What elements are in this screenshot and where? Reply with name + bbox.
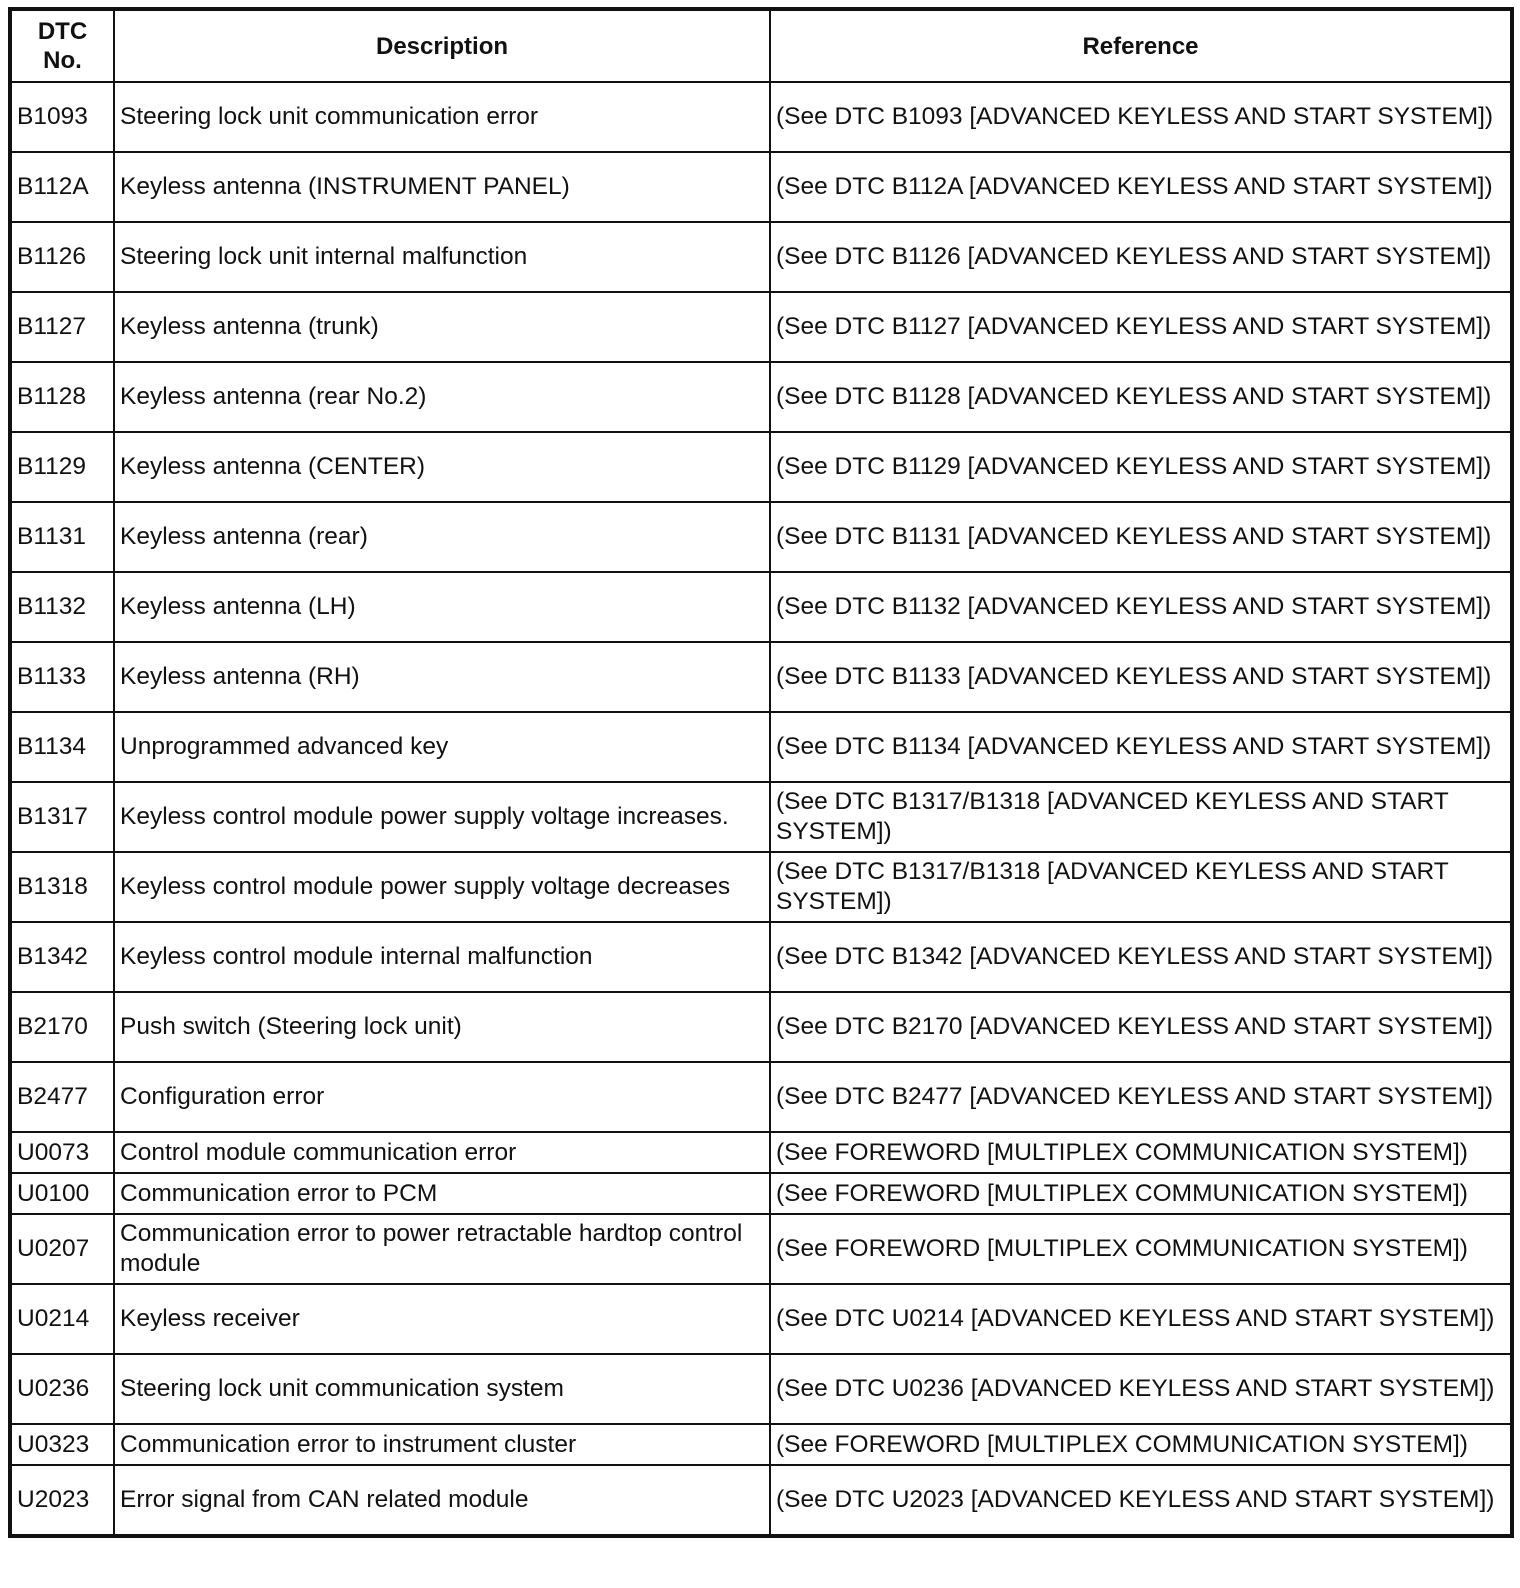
dtc-description: Communication error to power retractable hardtop control module [114, 1214, 770, 1284]
dtc-reference: (See FOREWORD [MULTIPLEX COMMUNICATION SYSTEM]) [770, 1132, 1512, 1173]
table-row [10, 712, 1512, 782]
dtc-reference: (See DTC B1093 [ADVANCED KEYLESS AND START SYSTEM]) [770, 82, 1512, 152]
dtc-code: B1127 [10, 292, 114, 362]
table-row [10, 572, 1512, 642]
dtc-reference: (See DTC B2477 [ADVANCED KEYLESS AND START SYSTEM]) [770, 1062, 1512, 1132]
header-dtc-line2: No. [43, 47, 82, 74]
dtc-description: Keyless antenna (rear) [114, 502, 770, 572]
dtc-code: U0207 [10, 1214, 114, 1284]
dtc-description: Keyless control module power supply voltage increases. [114, 782, 770, 852]
dtc-code: B1317 [10, 782, 114, 852]
dtc-description: Steering lock unit internal malfunction [114, 222, 770, 292]
dtc-reference: (See DTC U0236 [ADVANCED KEYLESS AND START SYSTEM]) [770, 1354, 1512, 1424]
table-row [10, 362, 1512, 432]
dtc-reference: (See DTC B1342 [ADVANCED KEYLESS AND START SYSTEM]) [770, 922, 1512, 992]
dtc-description: Steering lock unit communication error [114, 82, 770, 152]
table-header-row [10, 9, 1512, 82]
dtc-reference: (See DTC B1133 [ADVANCED KEYLESS AND START SYSTEM]) [770, 642, 1512, 712]
dtc-code: U0073 [10, 1132, 114, 1173]
dtc-reference: (See FOREWORD [MULTIPLEX COMMUNICATION SYSTEM]) [770, 1424, 1512, 1465]
dtc-description: Keyless antenna (trunk) [114, 292, 770, 362]
dtc-description: Keyless antenna (rear No.2) [114, 362, 770, 432]
dtc-reference: (See DTC B1317/B1318 [ADVANCED KEYLESS AND START SYSTEM]) [770, 782, 1512, 852]
dtc-code: B1132 [10, 572, 114, 642]
dtc-code: B1128 [10, 362, 114, 432]
dtc-table [8, 7, 1514, 1538]
dtc-description: Keyless antenna (CENTER) [114, 432, 770, 502]
table-row [10, 82, 1512, 152]
dtc-description: Configuration error [114, 1062, 770, 1132]
table-row [10, 782, 1512, 852]
dtc-code: U0214 [10, 1284, 114, 1354]
table-row [10, 502, 1512, 572]
dtc-description: Keyless antenna (LH) [114, 572, 770, 642]
dtc-reference: (See DTC B2170 [ADVANCED KEYLESS AND START SYSTEM]) [770, 992, 1512, 1062]
dtc-reference: (See DTC B112A [ADVANCED KEYLESS AND START SYSTEM]) [770, 152, 1512, 222]
table-row [10, 852, 1512, 922]
dtc-description: Unprogrammed advanced key [114, 712, 770, 782]
dtc-description: Keyless antenna (INSTRUMENT PANEL) [114, 152, 770, 222]
dtc-code: U0236 [10, 1354, 114, 1424]
table-row [10, 1465, 1512, 1536]
dtc-reference: (See DTC U2023 [ADVANCED KEYLESS AND START SYSTEM]) [770, 1465, 1512, 1536]
dtc-code: U2023 [10, 1465, 114, 1536]
table-row [10, 292, 1512, 362]
dtc-description: Push switch (Steering lock unit) [114, 992, 770, 1062]
dtc-description: Error signal from CAN related module [114, 1465, 770, 1536]
dtc-reference: (See DTC B1129 [ADVANCED KEYLESS AND START SYSTEM]) [770, 432, 1512, 502]
table-row [10, 992, 1512, 1062]
dtc-reference: (See FOREWORD [MULTIPLEX COMMUNICATION SYSTEM]) [770, 1214, 1512, 1284]
dtc-code: U0323 [10, 1424, 114, 1465]
dtc-reference: (See DTC U0214 [ADVANCED KEYLESS AND START SYSTEM]) [770, 1284, 1512, 1354]
dtc-code: B2477 [10, 1062, 114, 1132]
header-description: Description [114, 9, 770, 82]
header-reference: Reference [770, 9, 1512, 82]
table-row [10, 1132, 1512, 1173]
dtc-reference: (See DTC B1132 [ADVANCED KEYLESS AND START SYSTEM]) [770, 572, 1512, 642]
dtc-reference: (See DTC B1134 [ADVANCED KEYLESS AND START SYSTEM]) [770, 712, 1512, 782]
dtc-code: B1126 [10, 222, 114, 292]
table-row [10, 1173, 1512, 1214]
dtc-reference: (See DTC B1317/B1318 [ADVANCED KEYLESS AND START SYSTEM]) [770, 852, 1512, 922]
dtc-description: Steering lock unit communication system [114, 1354, 770, 1424]
dtc-reference: (See DTC B1126 [ADVANCED KEYLESS AND START SYSTEM]) [770, 222, 1512, 292]
dtc-code: B1129 [10, 432, 114, 502]
dtc-reference: (See DTC B1127 [ADVANCED KEYLESS AND START SYSTEM]) [770, 292, 1512, 362]
table-row [10, 222, 1512, 292]
table-row [10, 1424, 1512, 1465]
table-row [10, 432, 1512, 502]
dtc-reference: (See FOREWORD [MULTIPLEX COMMUNICATION SYSTEM]) [770, 1173, 1512, 1214]
header-dtc-no [10, 9, 114, 82]
dtc-code: B1134 [10, 712, 114, 782]
table-row [10, 1214, 1512, 1284]
dtc-description: Keyless control module power supply voltage decreases [114, 852, 770, 922]
table-row [10, 922, 1512, 992]
dtc-code: B1131 [10, 502, 114, 572]
dtc-description: Keyless receiver [114, 1284, 770, 1354]
table-row [10, 152, 1512, 222]
dtc-description: Keyless antenna (RH) [114, 642, 770, 712]
table-row [10, 642, 1512, 712]
dtc-code: B1133 [10, 642, 114, 712]
dtc-description: Keyless control module internal malfunction [114, 922, 770, 992]
table-row [10, 1062, 1512, 1132]
dtc-reference: (See DTC B1128 [ADVANCED KEYLESS AND START SYSTEM]) [770, 362, 1512, 432]
dtc-description: Control module communication error [114, 1132, 770, 1173]
dtc-code: B1342 [10, 922, 114, 992]
dtc-code: B112A [10, 152, 114, 222]
table-row [10, 1354, 1512, 1424]
dtc-code: B2170 [10, 992, 114, 1062]
dtc-code: U0100 [10, 1173, 114, 1214]
dtc-description: Communication error to instrument cluster [114, 1424, 770, 1465]
table-row [10, 1284, 1512, 1354]
dtc-code: B1093 [10, 82, 114, 152]
dtc-description: Communication error to PCM [114, 1173, 770, 1214]
dtc-code: B1318 [10, 852, 114, 922]
header-dtc-line1: DTC [37, 18, 88, 45]
dtc-reference: (See DTC B1131 [ADVANCED KEYLESS AND START SYSTEM]) [770, 502, 1512, 572]
